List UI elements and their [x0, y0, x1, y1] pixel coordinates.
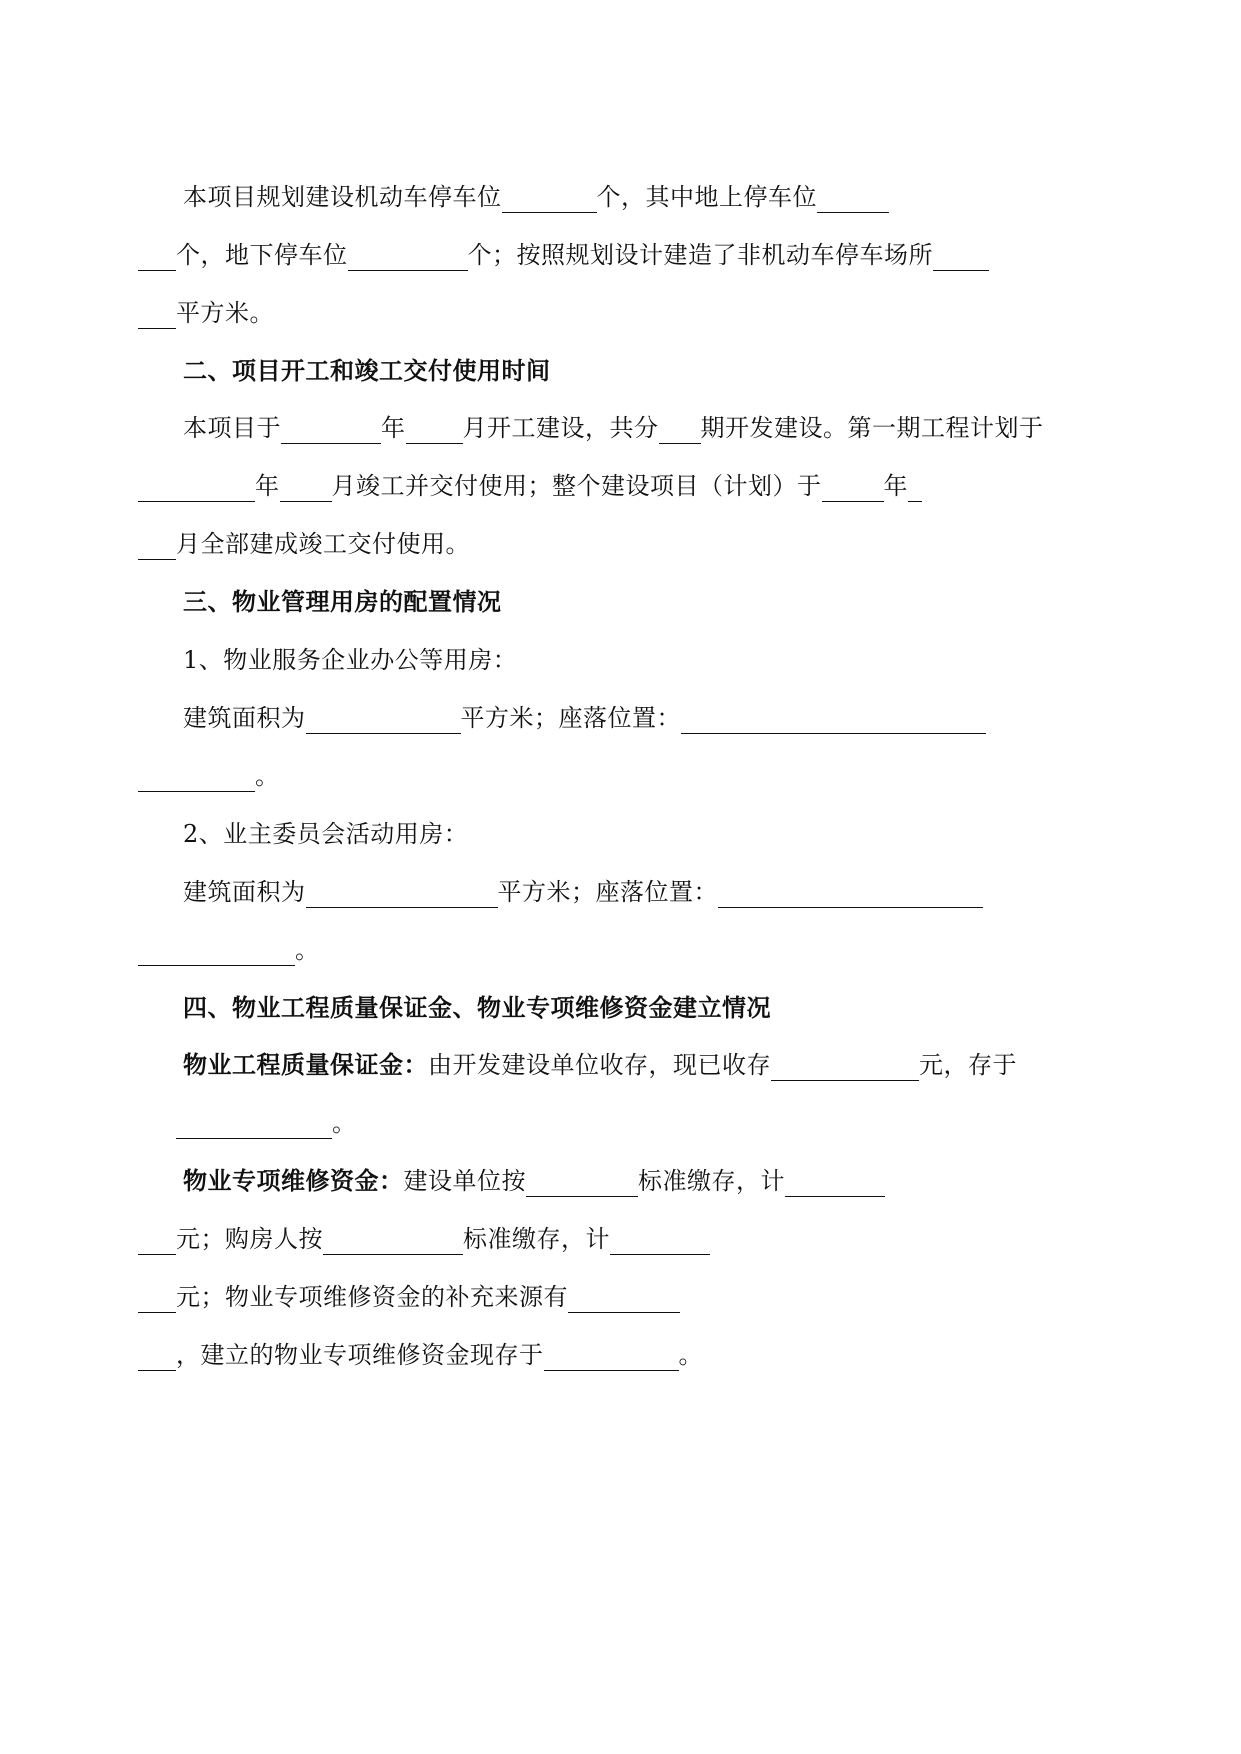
- office-room-area-line: 建筑面积为 平方米；座落位置：: [183, 702, 986, 734]
- completion-month-blank[interactable]: [908, 475, 922, 502]
- schedule-line-2: 年 月竣工并交付使用；整个建设项目（计划）于 年: [138, 470, 922, 502]
- section-4-heading: 四、物业工程质量保证金、物业专项维修资金建立情况: [183, 993, 771, 1022]
- guarantee-amount-blank[interactable]: [771, 1054, 919, 1081]
- office-area-blank[interactable]: [306, 707, 461, 734]
- guarantee-line-1: 物业工程质量保证金：由开发建设单位收存，现已收存 元，存于: [183, 1050, 1017, 1079]
- motor-parking-count-blank[interactable]: [502, 186, 597, 213]
- guarantee-label: 物业工程质量保证金：: [183, 1050, 428, 1079]
- fund-line-2: 元；购房人按 标准缴存，计: [138, 1223, 710, 1255]
- phase1-year-blank[interactable]: [138, 475, 255, 502]
- buyer-amount-blank[interactable]: [610, 1228, 710, 1255]
- fund-line-3: 元；物业专项维修资金的补充来源有: [138, 1281, 680, 1313]
- section-3-heading: 三、物业管理用房的配置情况: [183, 587, 502, 616]
- fund-line-4: ，建立的物业专项维修资金现存于 。: [138, 1339, 703, 1371]
- committee-room-location-cont: 。: [138, 934, 320, 966]
- buyer-amount-blank-cont[interactable]: [138, 1286, 176, 1313]
- parking-line-2: 个，地下停车位 个；按照规划设计建造了非机动车停车场所: [138, 239, 989, 271]
- underground-parking-count-blank[interactable]: [348, 244, 468, 271]
- completion-month-blank-cont[interactable]: [138, 533, 176, 560]
- buyer-standard-blank[interactable]: [323, 1228, 463, 1255]
- phase-count-blank[interactable]: [659, 417, 701, 444]
- fund-line-1: 物业专项维修资金：建设单位按 标准缴存，计: [183, 1165, 885, 1197]
- committee-location-blank-cont[interactable]: [138, 939, 295, 966]
- committee-room-title: 2、业主委员会活动用房：: [183, 820, 469, 848]
- guarantee-deposit-place-blank[interactable]: [176, 1112, 332, 1139]
- section-2-heading: 二、项目开工和竣工交付使用时间: [183, 356, 551, 385]
- supplement-source-blank[interactable]: [568, 1286, 680, 1313]
- schedule-line-1: 本项目于 年 月开工建设，共分 期开发建设。第一期工程计划于: [183, 414, 1044, 442]
- start-month-blank[interactable]: [406, 417, 463, 444]
- schedule-line-3: 月全部建成竣工交付使用。: [138, 528, 470, 560]
- guarantee-line-2: 。: [176, 1107, 357, 1139]
- office-room-title: 1、物业服务企业办公等用房：: [183, 646, 518, 674]
- supplement-source-blank-cont[interactable]: [138, 1344, 176, 1371]
- phase1-month-blank[interactable]: [280, 475, 332, 502]
- committee-location-blank[interactable]: [718, 881, 983, 908]
- completion-year-blank[interactable]: [822, 475, 884, 502]
- fund-label: 物业专项维修资金：: [183, 1166, 404, 1195]
- office-location-blank[interactable]: [681, 707, 986, 734]
- committee-area-blank[interactable]: [306, 881, 498, 908]
- bicycle-parking-area-blank-cont[interactable]: [138, 302, 176, 329]
- ground-parking-count-blank[interactable]: [817, 186, 889, 213]
- committee-room-area-line: 建筑面积为 平方米；座落位置：: [183, 876, 983, 908]
- developer-amount-blank-cont[interactable]: [138, 1228, 176, 1255]
- parking-line-1: 本项目规划建设机动车停车位 个，其中地上停车位: [183, 181, 889, 213]
- developer-standard-blank[interactable]: [526, 1170, 638, 1197]
- office-room-location-cont: 。: [138, 760, 280, 792]
- office-location-blank-cont[interactable]: [138, 765, 255, 792]
- fund-deposit-place-blank[interactable]: [544, 1344, 679, 1371]
- start-year-blank[interactable]: [281, 417, 381, 444]
- developer-amount-blank[interactable]: [785, 1170, 885, 1197]
- bicycle-parking-area-blank[interactable]: [933, 244, 989, 271]
- parking-line-3: 平方米。: [138, 297, 274, 329]
- ground-parking-count-blank-cont[interactable]: [138, 244, 176, 271]
